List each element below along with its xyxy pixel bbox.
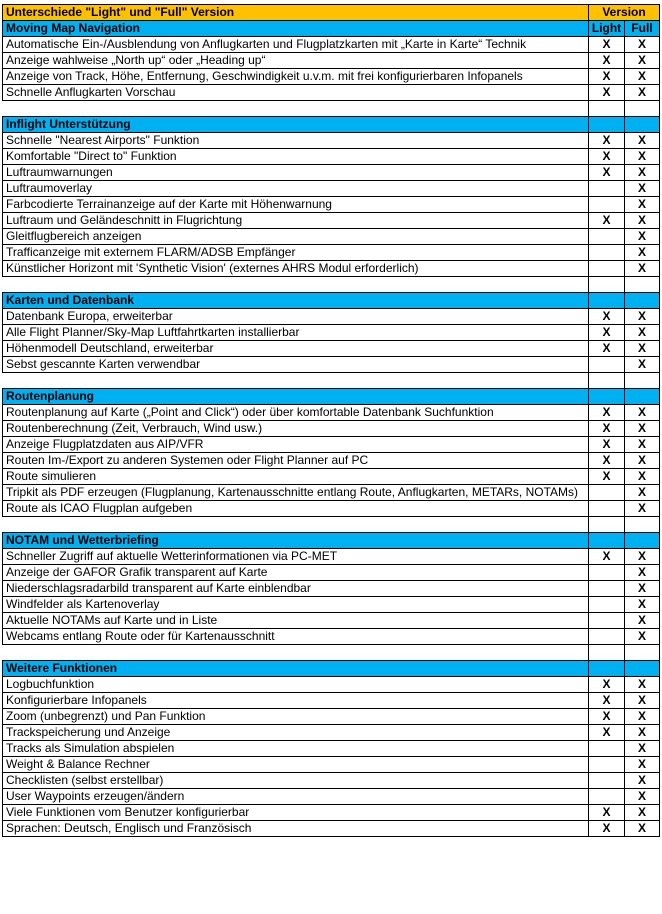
feature-label: Anzeige wahlweise „North up“ oder „Heading up“: [3, 53, 589, 69]
feature-label: Windfelder als Kartenoverlay: [3, 597, 589, 613]
feature-label: Konfigurierbare Infopanels: [3, 693, 589, 709]
light-mark: [589, 789, 625, 805]
feature-label: User Waypoints erzeugen/ändern: [3, 789, 589, 805]
light-mark: [589, 773, 625, 789]
light-mark: X: [589, 53, 625, 69]
section-title: Inflight Unterstützung: [3, 117, 589, 133]
light-mark: [589, 181, 625, 197]
feature-row: [3, 325, 660, 341]
section-title: Karten und Datenbank: [3, 293, 589, 309]
table-title: Unterschiede "Light" und "Full" Version: [3, 5, 589, 21]
light-mark: [589, 629, 625, 645]
full-mark: X: [625, 629, 660, 645]
section-header-light-cell: [589, 661, 625, 677]
light-mark: [589, 485, 625, 501]
section-header-light-cell: [589, 293, 625, 309]
feature-label: Künstlicher Horizont mit 'Synthetic Vision' (externes AHRS Modul erforderlich): [3, 261, 589, 277]
feature-label: Anzeige der GAFOR Grafik transparent auf Karte: [3, 565, 589, 581]
feature-row: [3, 677, 660, 693]
feature-row: [3, 597, 660, 613]
light-mark: X: [589, 805, 625, 821]
feature-label: Gleitflugbereich anzeigen: [3, 229, 589, 245]
light-mark: [589, 613, 625, 629]
feature-row: [3, 613, 660, 629]
spacer-cell: [3, 517, 589, 533]
comparison-table: [2, 4, 660, 837]
feature-row: [3, 197, 660, 213]
full-mark: X: [625, 149, 660, 165]
section-header-full-cell: [625, 293, 660, 309]
full-mark: X: [625, 581, 660, 597]
light-mark: X: [589, 421, 625, 437]
full-mark: X: [625, 85, 660, 101]
comparison-table-body: [3, 5, 660, 837]
light-mark: X: [589, 149, 625, 165]
feature-row: [3, 709, 660, 725]
full-mark: X: [625, 133, 660, 149]
section-title: Weitere Funktionen: [3, 661, 589, 677]
section-title: Routenplanung: [3, 389, 589, 405]
feature-label: Höhenmodell Deutschland, erweiterbar: [3, 341, 589, 357]
feature-row: [3, 469, 660, 485]
section-title: Moving Map Navigation: [3, 21, 589, 37]
feature-label: Schneller Zugriff auf aktuelle Wetterinformationen via PC-MET: [3, 549, 589, 565]
light-mark: X: [589, 469, 625, 485]
light-mark: X: [589, 165, 625, 181]
table-title-row: [3, 5, 660, 21]
section-header-row: [3, 533, 660, 549]
section-spacer-row: [3, 517, 660, 533]
full-mark: X: [625, 501, 660, 517]
full-mark: X: [625, 725, 660, 741]
light-mark: X: [589, 69, 625, 85]
feature-label: Anzeige Flugplatzdaten aus AIP/VFR: [3, 437, 589, 453]
section-header-light-cell: [589, 389, 625, 405]
full-mark: X: [625, 469, 660, 485]
feature-label: Trafficanzeige mit externem FLARM/ADSB Empfänger: [3, 245, 589, 261]
section-header-row: [3, 21, 660, 37]
section-spacer-row: [3, 645, 660, 661]
column-header-full: Full: [625, 21, 660, 37]
full-mark: X: [625, 309, 660, 325]
feature-row: [3, 149, 660, 165]
full-mark: X: [625, 325, 660, 341]
feature-label: Farbcodierte Terrainanzeige auf der Karte mit Höhenwarnung: [3, 197, 589, 213]
full-mark: X: [625, 437, 660, 453]
full-mark: X: [625, 805, 660, 821]
feature-label: Checklisten (selbst erstellbar): [3, 773, 589, 789]
feature-row: [3, 549, 660, 565]
feature-label: Schnelle Anflugkarten Vorschau: [3, 85, 589, 101]
spacer-light-cell: [589, 645, 625, 661]
feature-label: Routenplanung auf Karte („Point and Click“) oder über komfortable Datenbank Suchfunktion: [3, 405, 589, 421]
section-header-row: [3, 389, 660, 405]
feature-label: Niederschlagsradarbild transparent auf Karte einblendbar: [3, 581, 589, 597]
light-mark: X: [589, 821, 625, 837]
full-mark: X: [625, 357, 660, 373]
spacer-light-cell: [589, 373, 625, 389]
feature-label: Komfortable "Direct to" Funktion: [3, 149, 589, 165]
light-mark: [589, 741, 625, 757]
light-mark: X: [589, 85, 625, 101]
full-mark: X: [625, 69, 660, 85]
feature-row: [3, 741, 660, 757]
feature-row: [3, 485, 660, 501]
full-mark: X: [625, 261, 660, 277]
spacer-full-cell: [625, 645, 660, 661]
full-mark: X: [625, 709, 660, 725]
feature-row: [3, 757, 660, 773]
full-mark: X: [625, 789, 660, 805]
light-mark: X: [589, 709, 625, 725]
feature-row: [3, 453, 660, 469]
full-mark: X: [625, 741, 660, 757]
light-mark: X: [589, 37, 625, 53]
light-mark: X: [589, 549, 625, 565]
light-mark: X: [589, 325, 625, 341]
spacer-cell: [3, 645, 589, 661]
feature-row: [3, 581, 660, 597]
feature-row: [3, 437, 660, 453]
feature-row: [3, 37, 660, 53]
full-mark: X: [625, 821, 660, 837]
feature-row: [3, 725, 660, 741]
full-mark: X: [625, 229, 660, 245]
version-header: Version: [589, 5, 660, 21]
feature-row: [3, 821, 660, 837]
light-mark: [589, 565, 625, 581]
light-mark: [589, 757, 625, 773]
light-mark: X: [589, 725, 625, 741]
feature-row: [3, 805, 660, 821]
feature-row: [3, 357, 660, 373]
feature-row: [3, 165, 660, 181]
feature-row: [3, 773, 660, 789]
full-mark: X: [625, 37, 660, 53]
feature-label: Routen Im-/Export zu anderen Systemen oder Flight Planner auf PC: [3, 453, 589, 469]
light-mark: [589, 357, 625, 373]
full-mark: X: [625, 405, 660, 421]
feature-label: Datenbank Europa, erweiterbar: [3, 309, 589, 325]
spacer-full-cell: [625, 373, 660, 389]
feature-row: [3, 213, 660, 229]
section-header-full-cell: [625, 661, 660, 677]
column-header-light: Light: [589, 21, 625, 37]
feature-row: [3, 229, 660, 245]
feature-label: Tripkit als PDF erzeugen (Flugplanung, Kartenausschnitte entlang Route, Anflugkarten, METARs, NOTAMs): [3, 485, 589, 501]
feature-label: Viele Funktionen vom Benutzer konfigurierbar: [3, 805, 589, 821]
light-mark: X: [589, 405, 625, 421]
feature-label: Zoom (unbegrenzt) und Pan Funktion: [3, 709, 589, 725]
light-mark: X: [589, 341, 625, 357]
light-mark: X: [589, 693, 625, 709]
full-mark: X: [625, 181, 660, 197]
feature-label: Weight & Balance Rechner: [3, 757, 589, 773]
spacer-light-cell: [589, 517, 625, 533]
full-mark: X: [625, 213, 660, 229]
full-mark: X: [625, 421, 660, 437]
feature-row: [3, 181, 660, 197]
section-header-light-cell: [589, 117, 625, 133]
section-header-light-cell: [589, 533, 625, 549]
light-mark: X: [589, 133, 625, 149]
feature-label: Logbuchfunktion: [3, 677, 589, 693]
light-mark: X: [589, 213, 625, 229]
full-mark: X: [625, 341, 660, 357]
feature-row: [3, 341, 660, 357]
spacer-light-cell: [589, 277, 625, 293]
feature-row: [3, 133, 660, 149]
spacer-cell: [3, 101, 589, 117]
section-header-full-cell: [625, 117, 660, 133]
full-mark: X: [625, 197, 660, 213]
light-mark: X: [589, 309, 625, 325]
feature-label: Sprachen: Deutsch, Englisch und Französisch: [3, 821, 589, 837]
light-mark: [589, 245, 625, 261]
section-header-row: [3, 661, 660, 677]
feature-row: [3, 261, 660, 277]
section-spacer-row: [3, 277, 660, 293]
light-mark: [589, 197, 625, 213]
spacer-cell: [3, 373, 589, 389]
light-mark: [589, 261, 625, 277]
feature-row: [3, 405, 660, 421]
feature-row: [3, 85, 660, 101]
feature-label: Route als ICAO Flugplan aufgeben: [3, 501, 589, 517]
light-mark: X: [589, 437, 625, 453]
feature-row: [3, 789, 660, 805]
feature-label: Route simulieren: [3, 469, 589, 485]
feature-label: Luftraumwarnungen: [3, 165, 589, 181]
feature-row: [3, 309, 660, 325]
feature-label: Schnelle "Nearest Airports" Funktion: [3, 133, 589, 149]
spacer-full-cell: [625, 517, 660, 533]
full-mark: X: [625, 677, 660, 693]
spacer-full-cell: [625, 277, 660, 293]
spacer-light-cell: [589, 101, 625, 117]
section-header-full-cell: [625, 533, 660, 549]
feature-row: [3, 421, 660, 437]
full-mark: X: [625, 165, 660, 181]
feature-row: [3, 69, 660, 85]
section-title: NOTAM und Wetterbriefing: [3, 533, 589, 549]
light-mark: [589, 597, 625, 613]
light-mark: X: [589, 677, 625, 693]
feature-label: Trackspeicherung und Anzeige: [3, 725, 589, 741]
feature-label: Webcams entlang Route oder für Kartenausschnitt: [3, 629, 589, 645]
full-mark: X: [625, 693, 660, 709]
full-mark: X: [625, 53, 660, 69]
feature-row: [3, 53, 660, 69]
full-mark: X: [625, 565, 660, 581]
feature-label: Alle Flight Planner/Sky-Map Luftfahrtkarten installierbar: [3, 325, 589, 341]
feature-row: [3, 565, 660, 581]
section-header-row: [3, 293, 660, 309]
section-header-row: [3, 117, 660, 133]
section-header-full-cell: [625, 389, 660, 405]
section-spacer-row: [3, 101, 660, 117]
section-spacer-row: [3, 373, 660, 389]
feature-label: Luftraum und Geländeschnitt in Flugrichtung: [3, 213, 589, 229]
spacer-cell: [3, 277, 589, 293]
full-mark: X: [625, 453, 660, 469]
feature-label: Automatische Ein-/Ausblendung von Anflugkarten und Flugplatzkarten mit „Karte in Karte“ Technik: [3, 37, 589, 53]
feature-row: [3, 501, 660, 517]
full-mark: X: [625, 773, 660, 789]
feature-label: Anzeige von Track, Höhe, Entfernung, Geschwindigkeit u.v.m. mit frei konfigurierbaren Infopanels: [3, 69, 589, 85]
full-mark: X: [625, 757, 660, 773]
feature-row: [3, 245, 660, 261]
feature-row: [3, 693, 660, 709]
feature-label: Aktuelle NOTAMs auf Karte und in Liste: [3, 613, 589, 629]
spacer-full-cell: [625, 101, 660, 117]
light-mark: X: [589, 453, 625, 469]
full-mark: X: [625, 485, 660, 501]
feature-row: [3, 629, 660, 645]
light-mark: [589, 581, 625, 597]
light-mark: [589, 501, 625, 517]
light-mark: [589, 229, 625, 245]
feature-label: Sebst gescannte Karten verwendbar: [3, 357, 589, 373]
full-mark: X: [625, 549, 660, 565]
feature-label: Routenberechnung (Zeit, Verbrauch, Wind usw.): [3, 421, 589, 437]
full-mark: X: [625, 613, 660, 629]
full-mark: X: [625, 597, 660, 613]
feature-label: Luftraumoverlay: [3, 181, 589, 197]
full-mark: X: [625, 245, 660, 261]
feature-label: Tracks als Simulation abspielen: [3, 741, 589, 757]
